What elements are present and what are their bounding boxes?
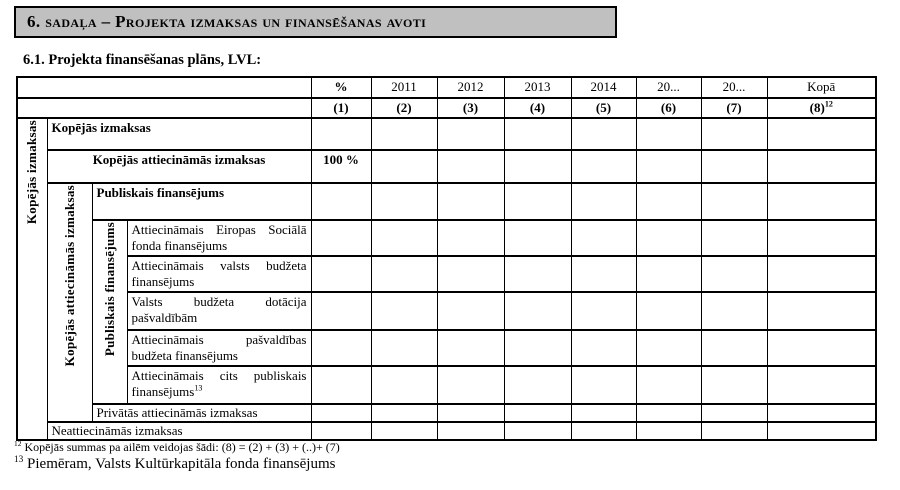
row-label-esf-funding: Attiecināmais Eiropas Sociālā fonda finansējums (127, 220, 311, 256)
data-cell-empty (636, 220, 701, 256)
data-cell-empty (371, 150, 437, 183)
data-cell-empty (571, 150, 636, 183)
data-cell-empty (636, 292, 701, 330)
data-cell-empty (437, 150, 504, 183)
data-cell-empty (701, 422, 767, 440)
data-cell-empty (504, 330, 571, 366)
data-cell-empty (371, 183, 437, 220)
footnote-12-text: Kopējās summas pa ailēm veidojas šādi: (8) = (2) + (3) + (..)+ (7) (24, 440, 340, 454)
col-header-year-blank-1: 20... (636, 77, 701, 98)
data-cell-empty (636, 404, 701, 422)
data-cell-empty (371, 330, 437, 366)
data-cell-empty (701, 404, 767, 422)
data-cell-empty (311, 256, 371, 292)
data-cell-empty (311, 422, 371, 440)
data-cell-empty (767, 220, 876, 256)
data-cell-empty (504, 404, 571, 422)
footnote-13-marker: 13 (14, 455, 24, 465)
data-cell-empty (571, 183, 636, 220)
col-header-year-2013: 2013 (504, 77, 571, 98)
data-cell-empty (371, 118, 437, 150)
header-label-spacer (17, 77, 311, 98)
row-eligible-costs (17, 150, 876, 183)
data-cell-empty (437, 256, 504, 292)
data-cell-empty (701, 118, 767, 150)
data-cell-empty (701, 292, 767, 330)
row-non-eligible-costs (17, 422, 876, 440)
data-cell-empty (701, 150, 767, 183)
col-header-year-blank-2: 20... (701, 77, 767, 98)
row-private-eligible-costs (17, 404, 876, 422)
row-label-state-grant: Valsts budžeta dotācija pašvaldībām (127, 292, 311, 330)
data-cell-empty (504, 256, 571, 292)
financing-plan-table (16, 76, 877, 441)
section-header-title: 6. sadaļa – Projekta izmaksas un finansēšanas avoti (27, 12, 427, 31)
row-other-public-funding (17, 366, 876, 404)
footnote-12 (14, 440, 340, 455)
data-cell-empty (311, 404, 371, 422)
data-cell-empty (371, 220, 437, 256)
percent-cell-shaded (311, 118, 371, 150)
col-header-percent: % (311, 77, 371, 98)
section-header-bar (14, 6, 617, 38)
data-cell-empty (767, 422, 876, 440)
vertical-label-public-funding: Publiskais finansējums (92, 220, 127, 404)
row-label-private-eligible: Privātās attiecināmās izmaksas (92, 404, 311, 422)
row-state-budget-funding (17, 256, 876, 292)
data-cell-empty (437, 220, 504, 256)
data-cell-empty (571, 256, 636, 292)
data-cell-empty (311, 366, 371, 404)
data-cell-empty (437, 404, 504, 422)
data-cell-empty (767, 256, 876, 292)
data-cell-empty (437, 422, 504, 440)
data-cell-empty (571, 220, 636, 256)
data-cell-empty (701, 183, 767, 220)
data-cell-empty (311, 292, 371, 330)
data-cell-empty (504, 220, 571, 256)
col-number-1: (1) (311, 98, 371, 118)
data-cell-empty (504, 292, 571, 330)
data-cell-empty (371, 292, 437, 330)
row-municipal-budget-funding (17, 330, 876, 366)
data-cell-empty (636, 366, 701, 404)
data-cell-empty (504, 118, 571, 150)
data-cell-empty (504, 150, 571, 183)
data-cell-empty (701, 220, 767, 256)
data-cell-empty (437, 183, 504, 220)
col-number-2: (2) (371, 98, 437, 118)
data-cell-empty (437, 366, 504, 404)
row-esf-funding (17, 220, 876, 256)
data-cell-empty (701, 330, 767, 366)
data-cell-empty (571, 118, 636, 150)
footnote-13-text: Piemēram, Valsts Kultūrkapitāla fonda finansējums (27, 456, 336, 472)
data-cell-empty (701, 256, 767, 292)
row-label-public-funding: Publiskais finansējums (92, 183, 311, 220)
vertical-label-eligible-costs: Kopējās attiecināmās izmaksas (47, 183, 92, 422)
row-label-municipal-budget: Attiecināmais pašvaldības budžeta finansējums (127, 330, 311, 366)
row-public-funding (17, 183, 876, 220)
row-total-costs (17, 118, 876, 150)
table-title: 6.1. Projekta finansēšanas plāns, LVL: (23, 52, 262, 68)
col-number-4: (4) (504, 98, 571, 118)
data-cell-empty (767, 118, 876, 150)
footnote-13 (14, 456, 340, 473)
data-cell-empty (636, 183, 701, 220)
header-row-numbers (17, 98, 876, 118)
data-cell-empty (767, 366, 876, 404)
data-cell-empty (371, 422, 437, 440)
data-cell-empty (371, 404, 437, 422)
data-cell-empty (571, 330, 636, 366)
data-cell-empty (311, 183, 371, 220)
row-label-total-costs: Kopējās izmaksas (47, 118, 311, 150)
footnote-ref-12: 12 (824, 99, 833, 109)
data-cell-empty (437, 330, 504, 366)
data-cell-empty (767, 330, 876, 366)
data-cell-empty (636, 256, 701, 292)
vertical-label-total-costs: Kopējās izmaksas (17, 118, 47, 440)
data-cell-empty (636, 422, 701, 440)
row-label-state-budget: Attiecināmais valsts budžeta finansējums (127, 256, 311, 292)
data-cell-empty (437, 118, 504, 150)
row-state-grant-municipalities (17, 292, 876, 330)
data-cell-empty (571, 366, 636, 404)
col-header-year-2014: 2014 (571, 77, 636, 98)
col-number-7: (7) (701, 98, 767, 118)
col-number-3: (3) (437, 98, 504, 118)
data-cell-empty (767, 404, 876, 422)
col-header-year-2012: 2012 (437, 77, 504, 98)
row-label-eligible-costs: Kopējās attiecināmās izmaksas (47, 150, 311, 183)
data-cell-empty (311, 220, 371, 256)
col-number-8: $(8)^{12}$ (767, 98, 876, 118)
data-cell-empty (371, 366, 437, 404)
row-label-non-eligible: Neattiecināmās izmaksas (47, 422, 311, 440)
footnote-12-marker: 12 (14, 439, 22, 448)
data-cell-empty (371, 256, 437, 292)
data-cell-empty (504, 183, 571, 220)
col-header-total: Kopā (767, 77, 876, 98)
data-cell-empty (504, 422, 571, 440)
header-row-units (17, 77, 876, 98)
data-cell-empty (504, 366, 571, 404)
data-cell-empty (701, 366, 767, 404)
data-cell-empty (571, 404, 636, 422)
footnotes (14, 440, 340, 473)
row-label-other-public: Attiecināmais cits publiskais finansējums$^{13}$ (127, 366, 311, 404)
data-cell-empty (767, 150, 876, 183)
data-cell-empty (571, 292, 636, 330)
data-cell-empty (571, 422, 636, 440)
footnote-ref-13: 13 (194, 383, 203, 393)
col-header-year-2011: 2011 (371, 77, 437, 98)
data-cell-empty (767, 183, 876, 220)
data-cell-empty (437, 292, 504, 330)
col-number-6: (6) (636, 98, 701, 118)
data-cell-empty (311, 330, 371, 366)
col-number-5: (5) (571, 98, 636, 118)
header-label-spacer (17, 98, 311, 118)
data-cell-empty (636, 118, 701, 150)
eligible-percent-value: 100 % (311, 150, 371, 183)
data-cell-empty (767, 292, 876, 330)
data-cell-empty (636, 150, 701, 183)
data-cell-empty (636, 330, 701, 366)
